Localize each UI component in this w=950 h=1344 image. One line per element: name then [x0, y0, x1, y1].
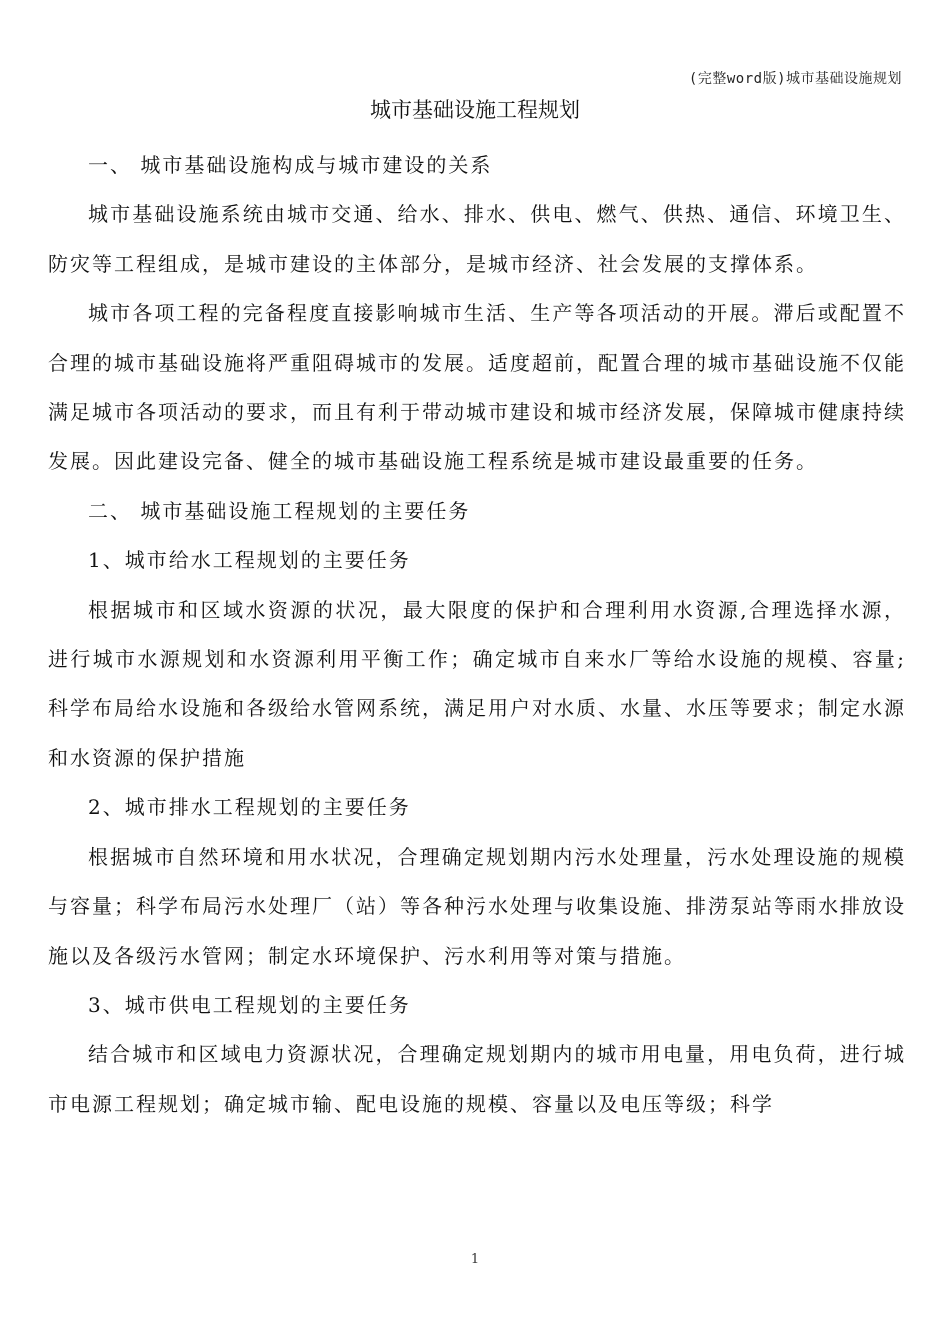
paragraph: 城市各项工程的完备程度直接影响城市生活、生产等各项活动的开展。滞后或配置不合理的城市基础设施将严重阻碍城市的发展。适度超前，配置合理的城市基础设施不仅能满足城市各项活动的要求，而且有利于带动城市建设和城市经济发展，保障城市健康持续发展。因此建设完备、健全的城市基础设施工程系统是城市建设最重要的任务。 [48, 301, 906, 474]
page-header: (完整word版)城市基础设施规划 [688, 71, 902, 87]
document-body [48, 141, 906, 1129]
document-title: 城市基础设施工程规划 [370, 98, 580, 122]
paragraph: 根据城市和区域水资源的状况，最大限度的保护和合理利用水资源,合理选择水源，进行城市水源规划和水资源利用平衡工作；确定城市自来水厂等给水设施的规模、容量;科学布局给水设施和各级给水管网系统，满足用户对水质、水量、水压等要求；制定水源和水资源的保护措施 [48, 597, 906, 770]
paragraph: 根据城市自然环境和用水状况，合理确定规划期内污水处理量，污水处理设施的规模与容量；科学布局污水处理厂（站）等各种污水处理与收集设施、排涝泵站等雨水排放设施以及各级污水管网；制定水环境保护、污水利用等对策与措施。 [48, 844, 906, 968]
subsection-heading-drainage: 2、城市排水工程规划的主要任务 [88, 795, 411, 820]
paragraph: 结合城市和区域电力资源状况，合理确定规划期内的城市用电量，用电负荷，进行城市电源工程规划；确定城市输、配电设施的规模、容量以及电压等级；科学 [48, 1042, 906, 1116]
subsection-heading-power-supply: 3、城市供电工程规划的主要任务 [88, 992, 411, 1017]
paragraph: 城市基础设施系统由城市交通、给水、排水、供电、燃气、供热、通信、环境卫生、防灾等工程组成，是城市建设的主体部分，是城市经济、社会发展的支撑体系。 [48, 202, 906, 276]
page-number: 1 [470, 1252, 480, 1267]
subsection-heading-water-supply: 1、城市给水工程规划的主要任务 [88, 548, 411, 573]
section-heading-2: 二、 城市基础设施工程规划的主要任务 [88, 498, 471, 523]
section-heading-1: 一、 城市基础设施构成与城市建设的关系 [88, 153, 493, 177]
